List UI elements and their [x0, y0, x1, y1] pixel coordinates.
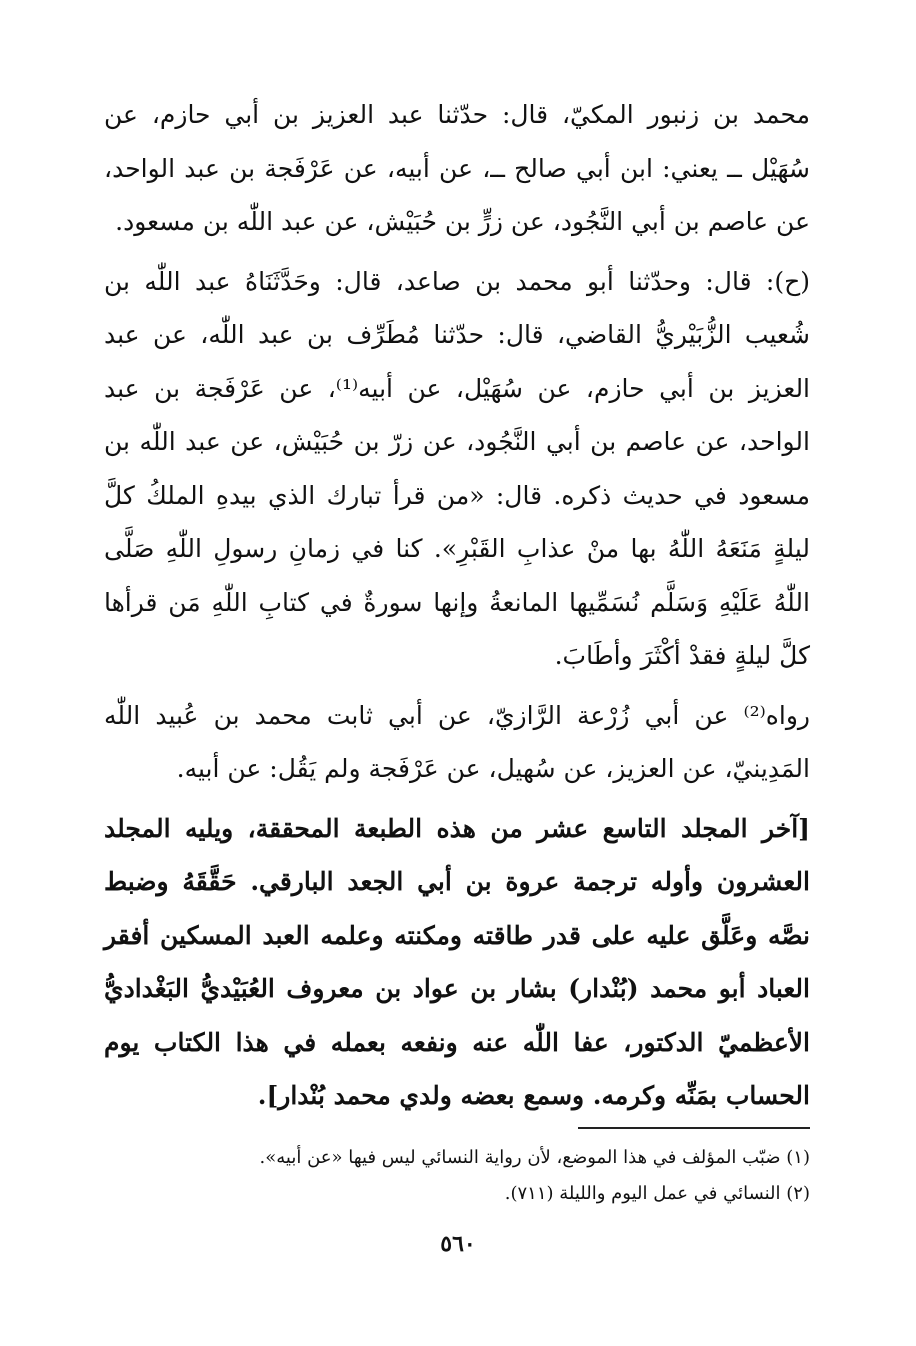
footnote-divider	[578, 1127, 810, 1129]
paragraph-volume-colophon: [آخر المجلد التاسع عشر من هذه الطبعة المحققة، ويليه المجلد العشرون وأوله ترجمة عروة بن أبي الجعد البارقي. حَقَّقَهُ وضبط نصَّه وعَلَّق عليه على قدر طاقته ومكنته وعلمه العبد المسكين أفقر العباد أبو محمد (بُنْدار) بشار بن عواد بن معروف العُبَيْديُّ البَغْداديُّ الأعظميّ الدكتور، عفا اللّٰه عنه ونفعه بعمله في هذا الكتاب يوم الحساب بمَنِّه وكرمه. وسمع بعضه ولدي محمد بُنْدار].	[104, 813, 810, 1110]
paragraph-isnad-1: محمد بن زنبور المكيّ، قال: حدّثنا عبد العزيز بن أبي حازم، عن سُهَيْل ــ يعني: ابن أبي صالح ــ، عن أبيه، عن عَرْفَجة بن عبد الواحد، عن عاصم بن أبي النَّجُود، عن زرٍّ بن حُبَيْش، عن عبد اللّٰه بن مسعود.	[104, 100, 810, 236]
paragraph-hadith-tabarak: (ح): قال: وحدّثنا أبو محمد بن صاعد، قال: وحَدَّثَنَاهُ عبد اللّٰه بن شُعيب الزُّبَيْريُّ القاضي، قال: حدّثنا مُطَرِّف بن عبد اللّٰه، عن عبد العزيز بن أبي حازم، عن سُهَيْل، عن أبيه⁽¹⁾، عن عَرْفَجة بن عبد الواحد، عن عاصم بن أبي النَّجُود، عن زرّ بن حُبَيْش، عن عبد اللّٰه بن مسعود في حديث ذكره. قال: «من قرأ تبارك الذي بيدهِ الملكُ كلَّ ليلةٍ مَنَعَهُ اللّٰهُ بها منْ عذابِ القَبْرِ». كنا في زمانِ رسولِ اللّٰهِ صَلَّى اللّٰهُ عَلَيْهِ وَسَلَّم نُسَمِّيها المانعةُ وإنها سورةٌ في كتابِ اللّٰهِ مَن قرأها كلَّ ليلةٍ فقدْ أكْثَرَ وأطَابَ.	[104, 266, 811, 670]
paragraph-riwayah: رواه⁽²⁾ عن أبي زُرْعة الرَّازيّ، عن أبي ثابت محمد بن عُبيد اللّٰه المَدِينيّ، عن العزيز، عن سُهيل، عن عَرْفَجة ولم يَقُل: عن أبيه.	[104, 700, 810, 783]
footnotes	[104, 1140, 810, 1212]
main-text	[104, 88, 810, 1123]
page-number: ٥٦٠	[440, 1231, 476, 1257]
footnote-1: (١) ضبّب المؤلف في هذا الموضع، لأن رواية النسائي ليس فيها «عن أبيه».	[259, 1147, 810, 1168]
footnote-2: (٢) النسائي في عمل اليوم والليلة (٧١١).	[504, 1183, 810, 1204]
